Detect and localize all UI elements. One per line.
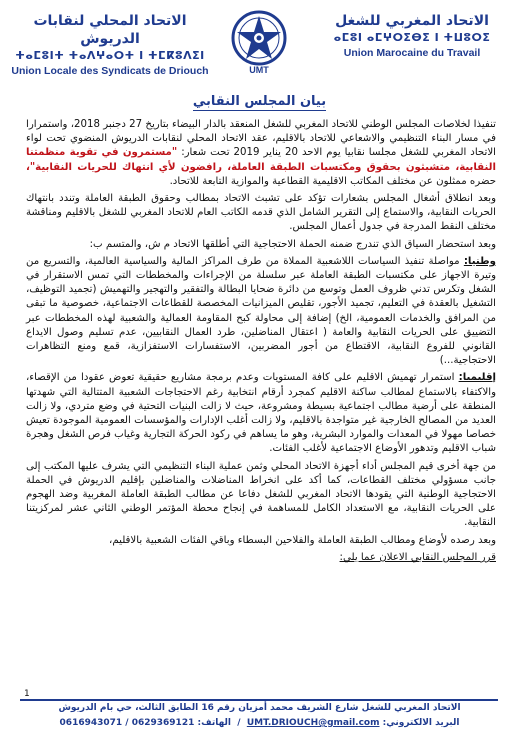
document-body [26, 118, 496, 568]
footer-address: الاتحاد المغربي للشغل شارع الشريف محمد أمزيان رقم 16 الطابق الثالث، حي بام الدريوش [58, 703, 461, 713]
header-left-arabic: الاتحاد المحلي لنقابات الدريوش [33, 13, 187, 47]
intro-text: تنفيذا لخلاصات المجلس الوطني للاتحاد المغربي للشغل المنعقد بالدار البيضاء بتاريخ 27 دجنبر 2018، واستمرارا في مسار البناء التنظيمي والاشعاعي للاتحاد بالاقليم، عقد الاتحاد المحلي لنقابات الدريوش المنضوي تحت لواء الاتحاد المغربي للشغل مجلسا نقابيا يوم الاحد 20 يناير 2019 تحت شعار: [26, 119, 496, 159]
title-text: بيان المجلس النقابي [192, 94, 327, 109]
footer-contacts: البريد الالكتروني: UMT.DRIOUCH@gmail.com / الهاتف: 0616943071 / 0629369121 [59, 718, 460, 728]
footer-email-link[interactable]: UMT.DRIOUCH@gmail.com [246, 718, 380, 728]
paragraph-context: وبعد استحضار السياق الذي تندرج ضمنه الحملة الاحتجاجية التي أطلقها الاتحاد م ش، والمتسم ب: [89, 238, 496, 250]
paragraph-monitoring: وبعد رصده لأوضاع ومطالب الطبقة العاملة والفلاحين البسطاء وباقي الفئات الشعبية بالاقليم، [109, 534, 496, 546]
slogan-text: "مستمرون في تقوية منظمتنا النقابية، متشبثون بحقوق ومكتسبات الطبقة العاملة، رافضون لأي انتهاك للحريات النقابية"، [26, 147, 496, 173]
paragraph-evaluation: من جهة أخرى قيم المجلس أداء أجهزة الاتحاد المحلي وثمن عملية البناء التنظيمي التي يشرف عليها المكتب إلى جانب مسؤولي مختلف القطاعات، كما أكد على انخراط المناضلات والمناضلين بإقليم الدريوش في الحملة الاحتجاجية الوطنية التي يقودها الاتحاد المغربي للشغل دفاعا عن مطالب الطبقة العاملة المغربية وضد الهجوم على الحريات النقابية، مع الاستعداد الكامل للمساهمة في إنجاح محطة المؤتمر الوطني الثاني عشر لمركزيتنا النقابية. [26, 460, 496, 529]
national-text: مواصلة تنفيذ السياسات اللاشعبية المملاة من طرف المراكز المالية والسياسية العالمية، والتسريع من وتيرة الاجهاز على مكتسبات الطبقة العاملة عبر سلسلة من الإجراءات والمخططات التي تمس الاستقرار في الشغل وتكرس تدني ظروف العمل وتوسع من دائرة ضحايا البطالة والتفقير والتهجير والتهميش (تجميد التوظيف، التشغيل بالعقدة في التعليم، تجميد الأجور، تقليص الميزانيات المخصصة للقطاعات الاجتماعية، خصوصية ما تبقى من المرافق والخدمات العمومية، الخ) إضافة إلى محاولة كبح المقاومة العمالية والشعبية لهذه المخططات عبر التضييق على الحريات النقابية والعامة ( اعتقال المناضلين، طرد العمال النقابيين، عدم تسليم وصول الايداع القانوني للفروع النقابية، الاقتطاع من أجور المضربين، الاستفسارات الاستفزازية، قمع ومنع التظاهرات الاحتجاجية...) [26, 255, 496, 367]
paragraph-decision: قرر المجلس النقابي الاعلان عما يلي: [339, 551, 496, 563]
umt-logo [226, 6, 292, 76]
header-umt [317, 12, 507, 60]
intro-attendance-text: حضره ممثلون عن مختلف المكاتب الاقليمية القطاعية والموازية التابعة للاتحاد. [169, 175, 496, 187]
footer-email-label: البريد الالكتروني: [382, 718, 460, 728]
footer-phones: 0616943071 / 0629369121 [59, 718, 195, 728]
paragraph-intro [26, 118, 496, 189]
document-title [0, 94, 519, 109]
paragraph-regional [26, 371, 496, 456]
logo-text: UMT [249, 65, 269, 75]
header-left-french: Union Locale des Syndicats de Driouch [11, 65, 209, 77]
header-left-tifinagh: ⵜⴰⵎⵓⵏⵜ ⵜⴰⴷⵖⴰⵔⵜ ⵏ ⵜⵎⴽⵓⴷⵉⵏ [15, 49, 205, 62]
header-right-tifinagh: ⴰⵎⵓⵏ ⴰⵎⵖⵔⵉⴱⵉ ⵏ ⵜⵡⵓⵔⵉ [333, 31, 491, 44]
footer-divider [20, 699, 498, 701]
national-label: وطنيا: [463, 255, 496, 267]
regional-label: إقليميا: [458, 372, 496, 384]
paragraph-national [26, 255, 496, 369]
paragraph-proceedings: وبعد انطلاق أشغال المجلس بشعارات تؤكد على تشبث الاتحاد بمطالب وحقوق الطبقة العاملة وتندد بانتهاك الحريات النقابية، والاستماع إلى التقرير الشامل الذي قدمه الكاتب العام للاتحاد المغربي للشغل بالاقليم ومناقشة مختلف النقط المدرجة في جدول أعمال المجلس. [26, 193, 496, 233]
regional-text: استمرار تهميش الاقليم على كافة المستويات وعدم برمجة مشاريع حقيقية تعوض عقودا من الإقصاء، والاكتفاء بالاستماع لمطالب ساكنة الاقليم كمجرد أرقام انتخابية رغم الاحتجاجات الشعبية المتتالية التي شهدتها المنطقة على أرضية مطالب اجتماعية بسيطة ومشروعة، حيث لا زالت البنيات التحتية في وضع متردي، ولا زالت العديد من المصالح الخارجية غير متواجدة بالاقليم، ولا زالت أغلب الإدارات والمؤسسات العمومية الموجودة تعيش خصاصا مهولا في المعدات والموارد البشرية، وهو ما يساهم في ركود الحركة التجارية وغياب فرص الشغل وهجرة شباب الاقليم وتدهور الأوضاع الاجتماعية لأغلب الفئات. [26, 372, 496, 455]
header-right-french: Union Marocaine du Travail [343, 47, 481, 59]
page-number: 1 [24, 689, 30, 699]
header-union-locale [10, 12, 210, 78]
header-right-arabic: الاتحاد المغربي للشغل [335, 13, 489, 29]
footer-phone-label: الهاتف: [197, 718, 231, 728]
